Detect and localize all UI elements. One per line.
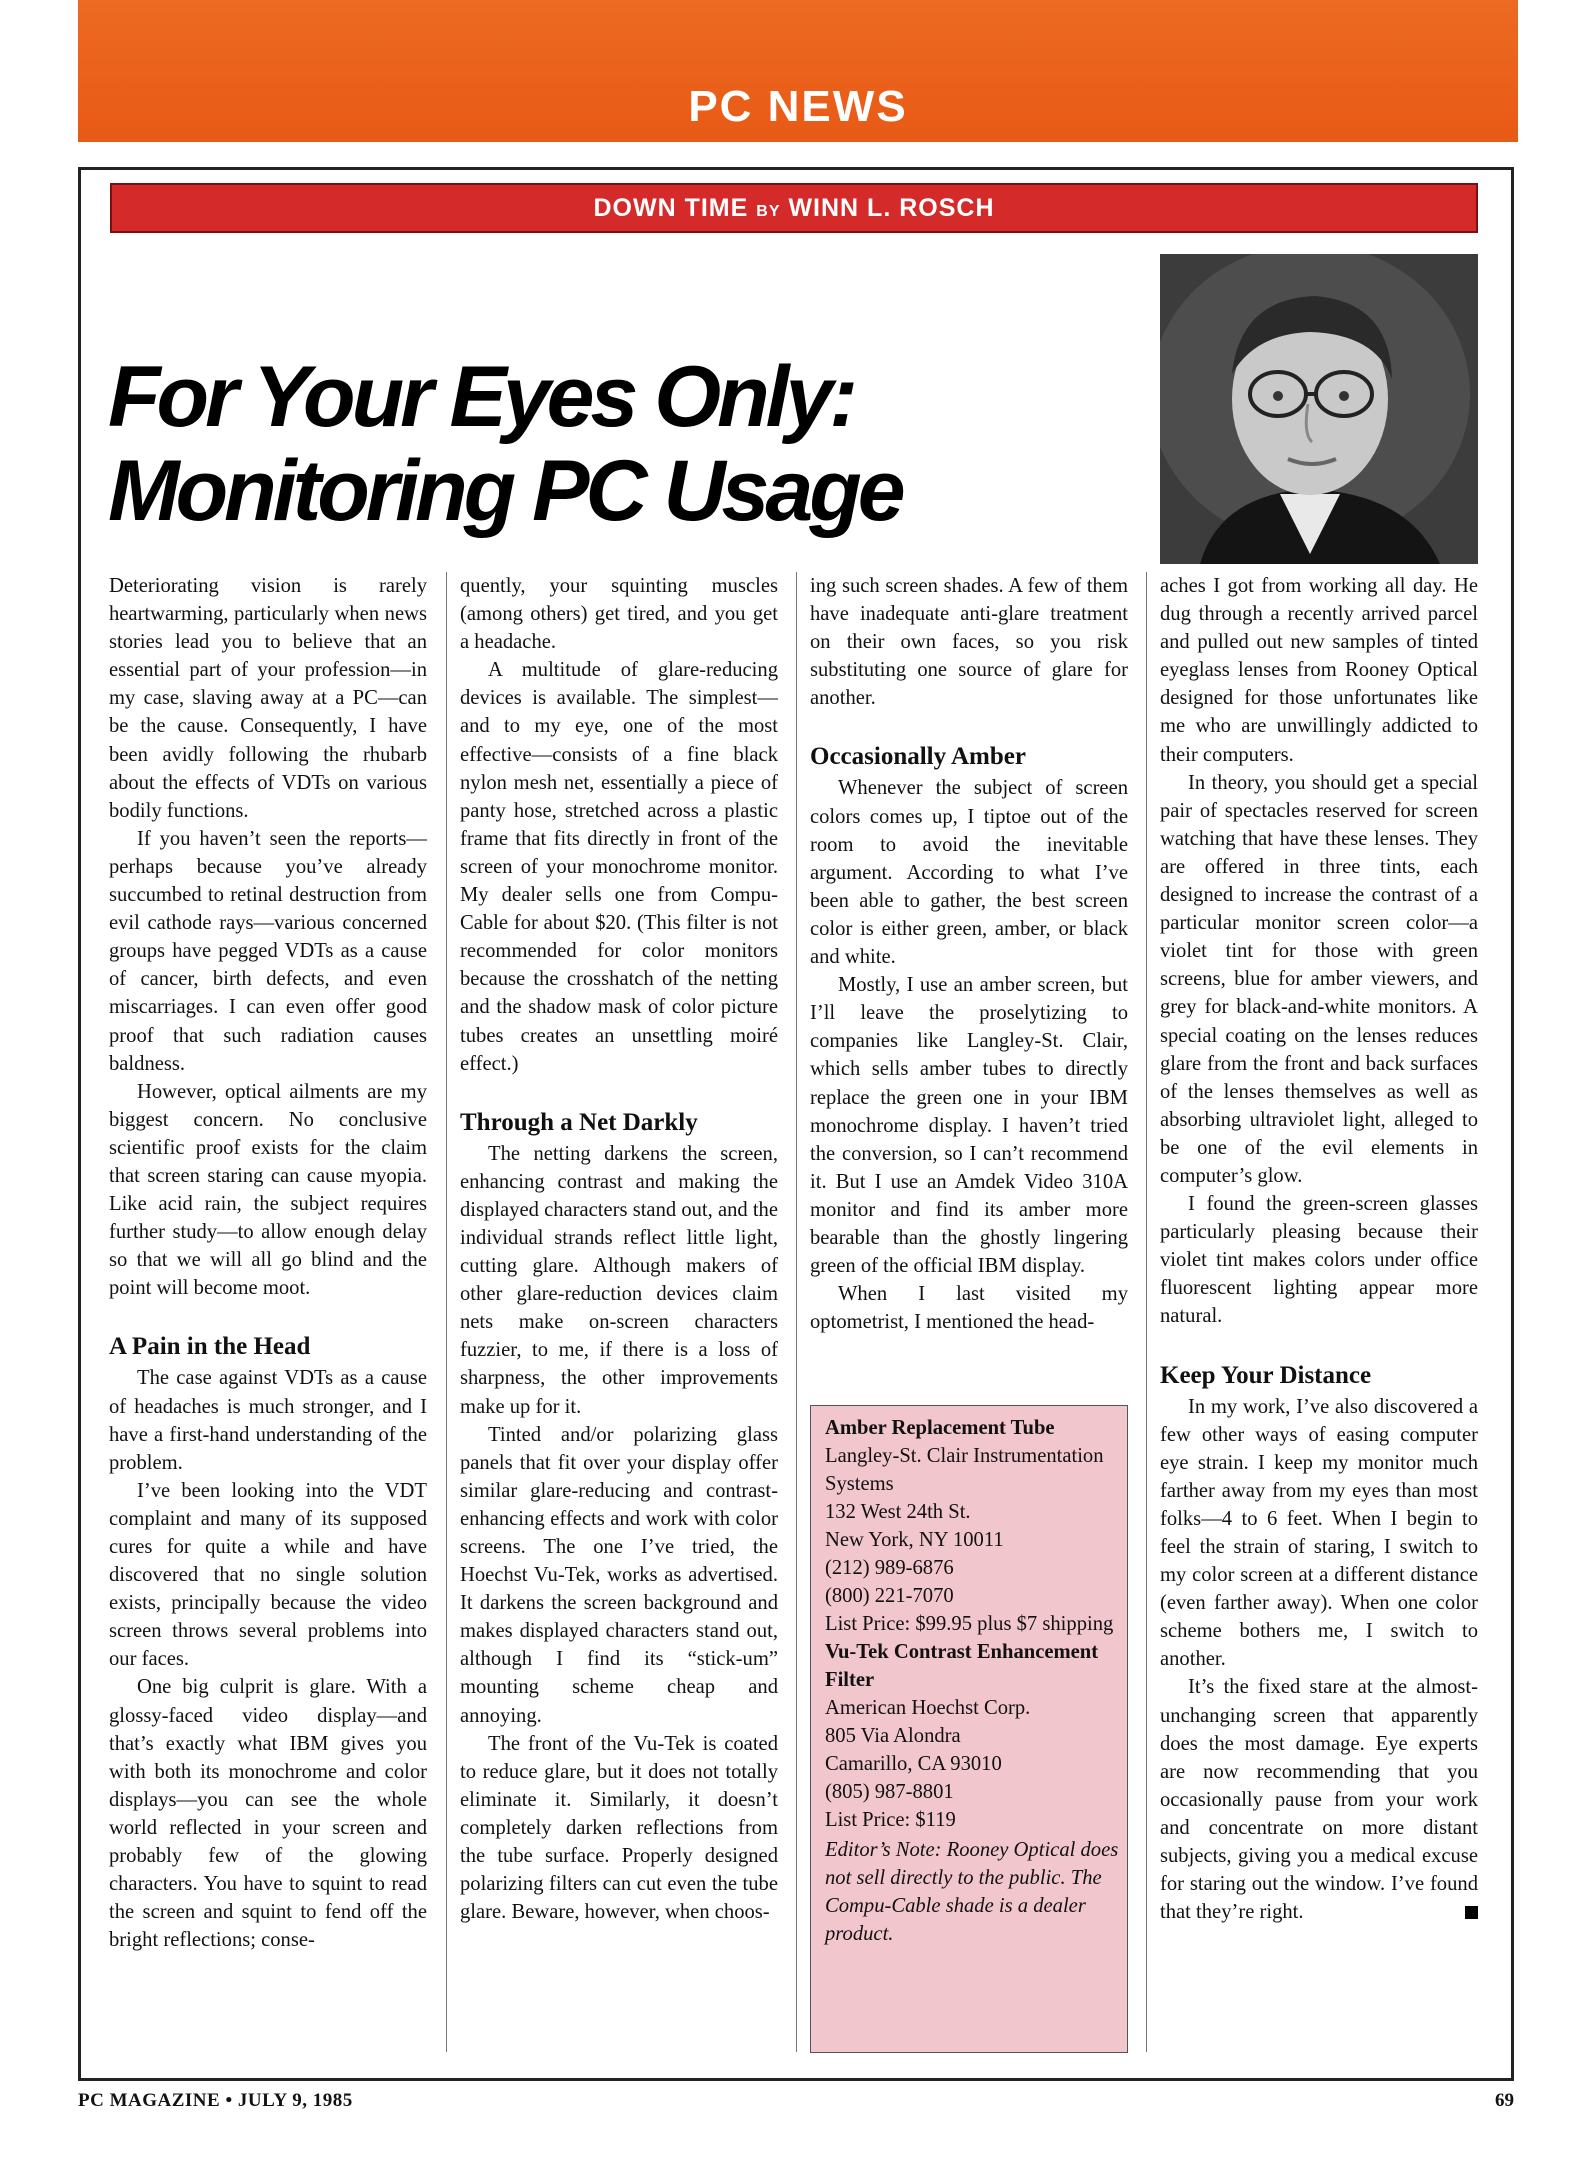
- byline-by: BY: [756, 203, 781, 220]
- paragraph-final: [1160, 1673, 1478, 1926]
- product-1-name: Amber Replacement Tube: [825, 1417, 1055, 1439]
- author-photo: [1160, 254, 1478, 564]
- author-name: WINN L. ROSCH: [788, 194, 995, 222]
- paragraph: aches I got from working all day. He dug through a recently arrived parcel and pulled out new samples of tinted eyeglass lenses from Rooney Optical designed for those unfortunates like me who are unwillingly addicted to their computers.: [1160, 575, 1478, 766]
- subheading-through-a-net-darkly: Through a Net Darkly: [460, 1108, 698, 1136]
- paragraph: In theory, you should get a special pair of spectacles reserved for screen watching that have these lenses. They are offered in three tints, each designed to increase the contrast of a particular monitor screen color—a violet tint for those with green screens, blue for amber viewers, and grey for black-and-white monitors. A special coating on the lenses reduces glare from the front and back surfaces of the lenses themselves as well as absorbing ultraviolet light, alleged to be one of the evil elements in computer’s glow.: [1160, 771, 1478, 1187]
- page-number: 69: [1495, 2090, 1514, 2111]
- column-rule: [796, 572, 797, 2052]
- end-mark-icon: [1465, 1906, 1478, 1919]
- paragraph: Deteriorating vision is rarely heartwarming, particularly when news stories lead you to believe that an essential part of your profession—in my case, slaving away at a PC—can be the cause. Consequently, I have been avidly following the rhubarb about the effects of VDTs on various bodily functions.: [109, 575, 427, 822]
- column-name: DOWN TIME: [593, 194, 749, 222]
- subheading-keep-your-distance: Keep Your Distance: [1160, 1361, 1372, 1389]
- section-title: PC NEWS: [688, 82, 908, 131]
- paragraph: I’ve been looking into the VDT complaint and many of its supposed cures for quite a while and have discovered that no single solution exists, principally because the video screen throws several problems into our faces.: [109, 1479, 427, 1671]
- paragraph: Whenever the subject of screen colors comes up, I tiptoe out of the room to avoid the inevitable argument. According to what I’ve been able to gather, the best screen color is either green, amber, or black and white.: [810, 777, 1128, 969]
- article-column-1: [109, 572, 427, 1954]
- subheading-pain-in-the-head: A Pain in the Head: [109, 1333, 311, 1361]
- author-portrait-icon: [1160, 254, 1478, 564]
- paragraph: Tinted and/or polarizing glass panels that fit over your display offer similar glare-reducing and contrast-enhancing effects and work with color screens. The one I’ve tried, the Hoechst Vu-Tek, works as advertised. It darkens the screen background and makes displayed characters stand out, although I find its “stick-um” mounting scheme cheap and annoying.: [460, 1423, 778, 1727]
- product-2-city: Camarillo, CA 93010: [825, 1753, 1002, 1775]
- headline-line-1: For Your Eyes Only:: [108, 349, 854, 445]
- headline: [108, 350, 1108, 538]
- section-header-band: [78, 0, 1518, 142]
- product-2-phone: (805) 987-8801: [825, 1781, 954, 1803]
- paragraph: A multitude of glare-reducing devices is available. The simplest—and to my eye, one of the most effective—consists of a fine black nylon mesh net, essentially a piece of panty hose, stretched across a plastic frame that fits directly in front of the screen of your monochrome monitor. My dealer sells one from Compu-Cable for about $20. (This filter is not recommended for color monitors because the crosshatch of the netting and the shadow mask of color picture tubes creates an unsettling moiré effect.): [460, 659, 778, 1075]
- column-banner: [110, 183, 1478, 233]
- paragraph: Mostly, I use an amber screen, but I’ll leave the proselytizing to companies like Langley-St. Clair, which sells amber tubes to directly replace the green one in your IBM monochrome display. I haven’t tried the conversion, so I can’t recommend it. But I use an Amdek Video 310A monitor and find its amber more bearable than the ghostly lingering green of the official IBM display.: [810, 974, 1128, 1278]
- headline-line-2: Monitoring PC Usage: [108, 443, 902, 539]
- paragraph: In my work, I’ve also discovered a few other ways of easing computer eye strain. I keep my monitor much farther away from my eyes than most folks—4 to 6 feet. When I begin to feel the strain of staring, I switch to my color screen at a different distance (even farther away). When one color scheme bothers me, I switch to another.: [1160, 1395, 1478, 1671]
- product-1-phone-tollfree: (800) 221-7070: [825, 1585, 954, 1607]
- column-rule: [1146, 572, 1147, 2052]
- product-2-company: American Hoechst Corp.: [825, 1697, 1031, 1719]
- paragraph: The case against VDTs as a cause of headaches is much stronger, and I have a first-hand understanding of the problem.: [109, 1367, 427, 1474]
- product-1-phone: (212) 989-6876: [825, 1557, 954, 1579]
- paragraph: The netting darkens the screen, enhancing contrast and making the displayed characters stand out, and the individual strands reflect little light, cutting glare. Although makers of other glare-reduction devices claim nets make on-screen characters fuzzier, to me, if there is a loss of sharpness, the other improvements make up for it.: [460, 1142, 778, 1418]
- product-1-price: List Price: $99.95 plus $7 shipping: [825, 1613, 1114, 1635]
- product-1-company: Langley-St. Clair Instrumentation Systems: [825, 1445, 1104, 1495]
- paragraph: When I last visited my optometrist, I mentioned the head-: [810, 1283, 1128, 1334]
- product-2-price: List Price: $119: [825, 1809, 956, 1831]
- product-2-name: Vu-Tek Contrast Enhancement Filter: [825, 1641, 1099, 1691]
- paragraph: I found the green-screen glasses particularly pleasing because their violet tint makes colors under office fluorescent lighting appear more natural.: [1160, 1193, 1478, 1328]
- article-column-4: [1160, 572, 1478, 1926]
- article-column-2: [460, 572, 778, 1926]
- final-paragraph-text: It’s the fixed stare at the almost-unchanging screen that apparently does the most damage. Eye experts are now recommending that you occasionally pause from your work and concentrate on more distant subjects, giving you a medical excuse for staring out the window. I’ve found that they’re right.: [1160, 1676, 1478, 1924]
- article-column-3: [810, 572, 1128, 1336]
- product-2-street: 805 Via Alondra: [825, 1725, 961, 1747]
- editors-note: Editor’s Note: Rooney Optical does not sell directly to the public. The Compu-Cable shade is a dealer product.: [825, 1839, 1119, 1945]
- paragraph: ing such screen shades. A few of them have inadequate anti-glare treatment on their own faces, so you risk substituting one source of glare for another.: [810, 575, 1128, 710]
- product-1-street: 132 West 24th St.: [825, 1501, 971, 1523]
- product-info-sidebar: [810, 1405, 1128, 2053]
- paragraph: quently, your squinting muscles (among others) get tired, and you get a headache.: [460, 575, 778, 654]
- paragraph: The front of the Vu-Tek is coated to reduce glare, but it does not totally eliminate it. Similarly, it doesn’t completely darken reflections from the tube surface. Properly designed polarizing filters can cut even the tube glare. Beware, however, when choos-: [460, 1732, 778, 1924]
- subheading-occasionally-amber: Occasionally Amber: [810, 743, 1026, 771]
- product-1-city: New York, NY 10011: [825, 1529, 1004, 1551]
- column-rule: [446, 572, 447, 2052]
- paragraph: One big culprit is glare. With a glossy-faced video display—and that’s exactly what IBM gives you with both its monochrome and color displays—you can see the whole world reflected in your screen and probably few of the glowing characters. You have to squint to read the screen and squint to fend off the bright reflections; conse-: [109, 1676, 427, 1952]
- paragraph: If you haven’t seen the reports—perhaps because you’ve already succumbed to retinal destruction from evil cathode rays—various concerned groups have pegged VDTs as a cause of cancer, birth defects, and even miscarriages. I can even offer good proof that such radiation causes baldness.: [109, 827, 427, 1075]
- footer-publication: PC MAGAZINE • JULY 9, 1985: [78, 2090, 353, 2111]
- paragraph: However, optical ailments are my biggest concern. No conclusive scientific proof exists for the claim that screen staring can cause myopia. Like acid rain, the subject requires further study—to allow enough delay so that we will all go blind and the point will become moot.: [109, 1080, 427, 1300]
